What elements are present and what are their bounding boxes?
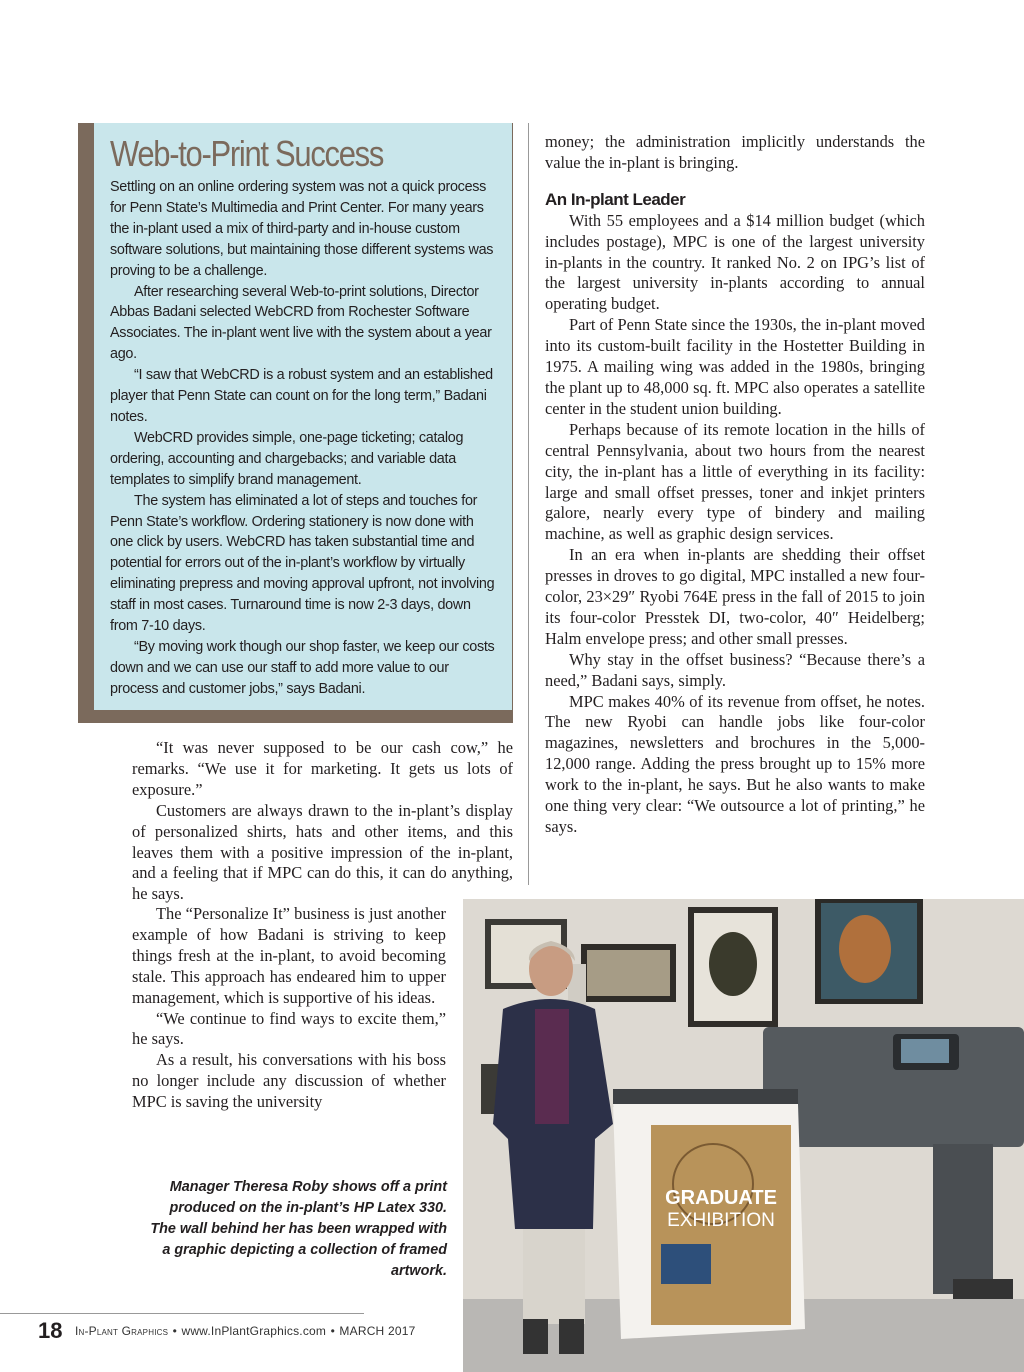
body-paragraph: Why stay in the offset business? “Because there’s a need,” Badani says, simply. — [545, 649, 925, 690]
page-number: 18 — [38, 1318, 63, 1343]
body-paragraph: money; the administration implicitly understands the value the in-plant is bringing. — [545, 132, 925, 172]
website-link[interactable]: www.InPlantGraphics.com — [181, 1324, 327, 1338]
section-subhead: An In-plant Leader — [545, 189, 686, 209]
footer-separator: • — [172, 1324, 177, 1338]
body-paragraph: The “Personalize It” business is just another example of how Badani is striving to keep things fresh at the in-plant, to avoid becoming stale. This approach has endeared him to upper management, which is supportive of his ideas. — [132, 904, 446, 1007]
right-column-text — [545, 132, 925, 838]
sidebar-paragraph: WebCRD provides simple, one-page ticketing; catalog ordering, accounting and chargebacks; and variable data templates to simplify brand management. — [110, 429, 464, 488]
body-paragraph: Perhaps because of its remote location in the hills of central Pennsylvania, about two hours from the nearest city, the in-plant has a little of everything in its facility: large and small offset presses, toner and inkjet printers galore, nearly every type of bindery and mailing machine, as well as graphic design services. — [545, 419, 925, 544]
body-paragraph: Part of Penn State since the 1930s, the in-plant moved into its custom-built facility in the Hostetter Building in 1975. A mailing wing was added in the 1980s, bringing the plant up to 48,000 sq. ft. MPC also operates a satellite center in the student union building. — [545, 315, 925, 418]
column-divider — [528, 123, 529, 885]
poster-title-line-2: EXHIBITION — [667, 1210, 775, 1231]
sidebar-paragraph: The system has eliminated a lot of steps and touches for Penn State’s workflow. Ordering stationery is now done with one click by users. WebCRD has taken substantial time and potential for errors out of the in-plant’s workflow by virtually eliminating prepress and moving approval upfront, not involving staff in most cases. Turnaround time is now 2-3 days, down from 7-10 days. — [110, 492, 495, 635]
body-paragraph: “It was never supposed to be our cash cow,” he remarks. “We use it for marketing. It gets us lots of exposure.” — [132, 738, 513, 799]
issue-date: MARCH 2017 — [339, 1324, 416, 1338]
sidebar-title: Web-to-Print Success — [110, 133, 384, 174]
publication-name: In-Plant Graphics — [74, 1324, 169, 1338]
photo-caption: Manager Theresa Roby shows off a print produced on the in-plant’s HP Latex 330. The wall behind her has been wrapped with a graphic depicting a collection of framed artwork. — [150, 1179, 447, 1279]
sidebar-box — [94, 123, 512, 710]
sidebar-paragraph: “I saw that WebCRD is a robust system and an established player that Penn State can count on for the long term,” Badani notes. — [110, 367, 493, 425]
sidebar-paragraph: “By moving work though our shop faster, we keep our costs down and we can use our staff to add more value to our process and customer jobs,” says Badani. — [110, 638, 495, 697]
page-footer — [38, 1318, 415, 1344]
body-paragraph: With 55 employees and a $14 million budget (which includes postage), MPC is one of the largest university in-plants in the country. It ranked No. 2 on IPG’s list of the largest university in-plants according to annual operating budget. — [545, 210, 925, 314]
footer-rule — [0, 1313, 364, 1314]
left-column-narrow-text — [132, 904, 446, 1113]
body-paragraph: As a result, his conversations with his boss no longer include any discussion of whether MPC is saving the university — [132, 1050, 446, 1112]
sidebar-paragraph: After researching several Web-to-print solutions, Director Abbas Badani selected WebCRD from Rochester Software Associates. The in-plant went live with the system about a year ago. — [110, 283, 492, 363]
body-paragraph: Customers are always drawn to the in-plant’s display of personalized shirts, hats and other items, and this leaves them with a positive impression of the in-plant, and a feeling that if MPC can do this, it can do anything, he says. — [132, 800, 513, 904]
footer-separator: • — [330, 1324, 335, 1338]
left-column-text — [132, 738, 513, 905]
body-paragraph: MPC makes 40% of its revenue from offset, he notes. The new Ryobi can handle jobs like four-color magazines, newsletters and brochures in the 5,000-12,000 range. Adding the press brought up to 15% more work to the in-plant, he says. But he also wants to make one thing very clear: “We outsource a lot of printing,” he says. — [545, 691, 925, 836]
body-paragraph: In an era when in-plants are shedding their offset presses in droves to go digital, MPC installed a new four-color, 23×29″ Ryobi 764E press in the fall of 2015 to join its four-color Presstek DI, two-color, 40″ Heidelberg; Halm envelope press; and other small presses. — [545, 545, 925, 648]
sidebar-paragraph: Settling on an online ordering system was not a quick process for Penn State’s Multimedia and Print Center. For many years the in-plant used a mix of third-party and in-house custom software solutions, but maintaining those different systems was proving to be a challenge. — [110, 179, 494, 279]
poster-title-line-1: GRADUATE — [665, 1187, 777, 1209]
photo-printer-and-manager — [463, 899, 1024, 1372]
body-paragraph: “We continue to find ways to excite them,” he says. — [132, 1008, 446, 1049]
